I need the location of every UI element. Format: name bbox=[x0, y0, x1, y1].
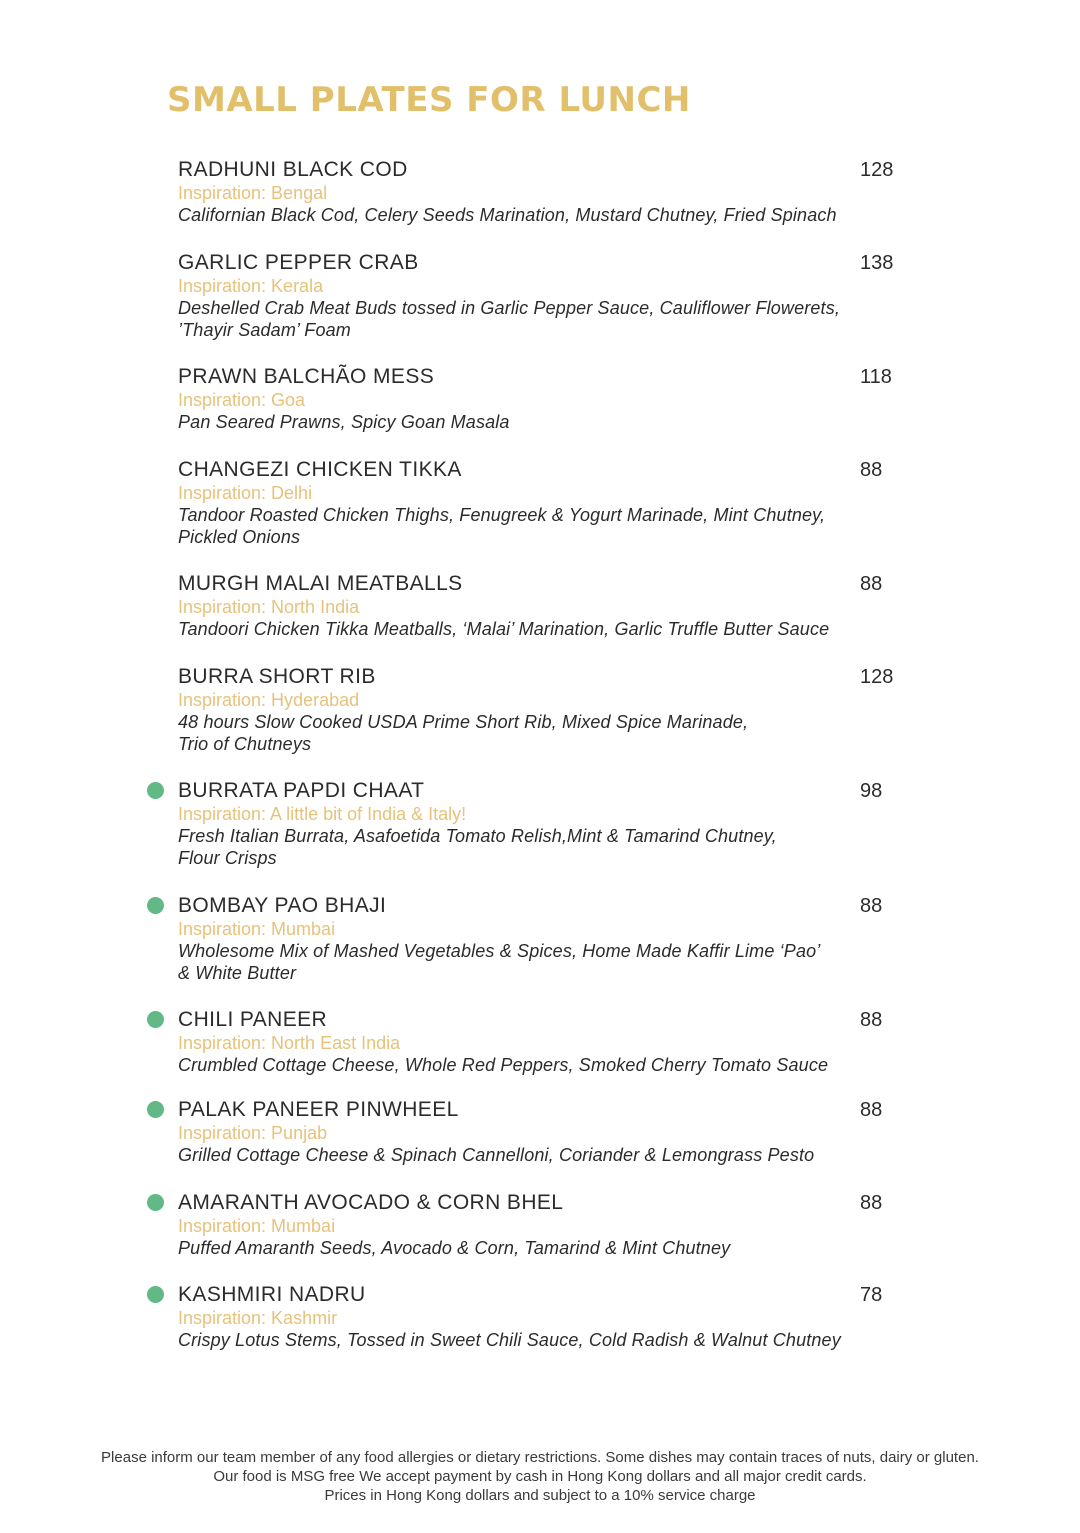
menu-item bbox=[178, 1097, 900, 1166]
dish-description: Fresh Italian Burrata, Asafoetida Tomato Relish,Mint & Tamarind Chutney, Flour Crisps bbox=[178, 826, 777, 868]
dish-price: 138 bbox=[860, 252, 894, 274]
dish-description: Tandoor Roasted Chicken Thighs, Fenugreek & Yogurt Marinade, Mint Chutney, Pickled Onions bbox=[178, 505, 826, 547]
dish-inspiration: Inspiration: Bengal bbox=[178, 183, 328, 203]
dish-inspiration: Inspiration: North India bbox=[178, 597, 360, 617]
menu-item bbox=[178, 157, 900, 226]
vegetarian-dot-icon bbox=[147, 897, 164, 914]
dish-name: PALAK PANEER PINWHEEL bbox=[178, 1098, 459, 1121]
menu-item bbox=[178, 250, 900, 341]
payment-notice: Our food is MSG free We accept payment by cash in Hong Kong dollars and all major credit cards. bbox=[213, 1468, 867, 1485]
vegetarian-dot-icon bbox=[147, 1286, 164, 1303]
dish-inspiration: Inspiration: Kerala bbox=[178, 276, 324, 296]
dish-description: Grilled Cottage Cheese & Spinach Cannelloni, Coriander & Lemongrass Pesto bbox=[178, 1145, 815, 1165]
menu-item bbox=[178, 664, 900, 755]
dish-inspiration: Inspiration: Goa bbox=[178, 390, 306, 410]
dish-inspiration: Inspiration: North East India bbox=[178, 1033, 401, 1053]
dish-description: Pan Seared Prawns, Spicy Goan Masala bbox=[178, 412, 510, 432]
menu-item bbox=[178, 457, 900, 548]
menu-item bbox=[178, 893, 900, 984]
vegetarian-dot-icon bbox=[147, 1101, 164, 1118]
menu-item bbox=[178, 1190, 900, 1259]
dish-price: 88 bbox=[860, 895, 883, 917]
dish-inspiration: Inspiration: Delhi bbox=[178, 483, 313, 503]
menu-item bbox=[178, 1007, 900, 1076]
dish-description: Crumbled Cottage Cheese, Whole Red Peppers, Smoked Cherry Tomato Sauce bbox=[178, 1055, 829, 1075]
dish-price: 88 bbox=[860, 573, 883, 595]
dish-inspiration: Inspiration: Mumbai bbox=[178, 1216, 336, 1236]
dish-description: 48 hours Slow Cooked USDA Prime Short Rib, Mixed Spice Marinade, Trio of Chutneys bbox=[178, 712, 749, 754]
dish-name: BURRA SHORT RIB bbox=[178, 665, 376, 688]
dish-price: 88 bbox=[860, 1009, 883, 1031]
vegetarian-dot-icon bbox=[147, 1194, 164, 1211]
dish-description: Tandoori Chicken Tikka Meatballs, ‘Malai’ Marination, Garlic Truffle Butter Sauce bbox=[178, 619, 830, 639]
dish-price: 88 bbox=[860, 1192, 883, 1214]
allergy-notice: Please inform our team member of any food allergies or dietary restrictions. Some dishes may contain traces of nuts, dairy or gluten. bbox=[101, 1449, 979, 1466]
dish-description: Deshelled Crab Meat Buds tossed in Garlic Pepper Sauce, Cauliflower Flowerets, ’Thayir Sadam’ Foam bbox=[178, 298, 841, 340]
dish-price: 88 bbox=[860, 1099, 883, 1121]
dish-price: 128 bbox=[860, 159, 894, 181]
dish-description: Californian Black Cod, Celery Seeds Marination, Mustard Chutney, Fried Spinach bbox=[178, 205, 837, 225]
dish-description: Wholesome Mix of Mashed Vegetables & Spices, Home Made Kaffir Lime ‘Pao’ & White Butter bbox=[178, 941, 821, 983]
dish-description: Crispy Lotus Stems, Tossed in Sweet Chili Sauce, Cold Radish & Walnut Chutney bbox=[178, 1330, 841, 1350]
dish-name: PRAWN BALCHÃO MESS bbox=[178, 365, 435, 388]
service-charge-notice: Prices in Hong Kong dollars and subject to a 10% service charge bbox=[324, 1487, 756, 1504]
menu-item bbox=[178, 364, 900, 433]
dish-description: Puffed Amaranth Seeds, Avocado & Corn, Tamarind & Mint Chutney bbox=[178, 1238, 731, 1258]
dish-price: 88 bbox=[860, 459, 883, 481]
vegetarian-dot-icon bbox=[147, 1011, 164, 1028]
dish-name: BOMBAY PAO BHAJI bbox=[178, 894, 387, 917]
menu-item bbox=[178, 778, 900, 869]
dish-price: 118 bbox=[860, 366, 892, 388]
dish-price: 98 bbox=[860, 780, 883, 802]
footer-notes bbox=[0, 1448, 1080, 1505]
dish-inspiration: Inspiration: Punjab bbox=[178, 1123, 328, 1143]
dish-name: CHILI PANEER bbox=[178, 1008, 328, 1031]
dish-name: RADHUNI BLACK COD bbox=[178, 158, 408, 181]
dish-inspiration: Inspiration: Kashmir bbox=[178, 1308, 338, 1328]
dish-name: CHANGEZI CHICKEN TIKKA bbox=[178, 458, 462, 481]
dish-price: 128 bbox=[860, 666, 894, 688]
dish-name: GARLIC PEPPER CRAB bbox=[178, 251, 419, 274]
vegetarian-dot-icon bbox=[147, 782, 164, 799]
dish-price: 78 bbox=[860, 1284, 883, 1306]
dish-name: AMARANTH AVOCADO & CORN BHEL bbox=[178, 1191, 564, 1214]
dish-inspiration: Inspiration: Mumbai bbox=[178, 919, 336, 939]
dish-inspiration: Inspiration: A little bit of India & Italy! bbox=[178, 804, 467, 824]
menu-item bbox=[178, 1282, 900, 1351]
menu-item bbox=[178, 571, 900, 640]
page-title: SMALL PLATES FOR LUNCH bbox=[167, 80, 691, 120]
dish-name: BURRATA PAPDI CHAAT bbox=[178, 779, 425, 802]
dish-inspiration: Inspiration: Hyderabad bbox=[178, 690, 360, 710]
dish-name: MURGH MALAI MEATBALLS bbox=[178, 572, 463, 595]
dish-name: KASHMIRI NADRU bbox=[178, 1283, 366, 1306]
